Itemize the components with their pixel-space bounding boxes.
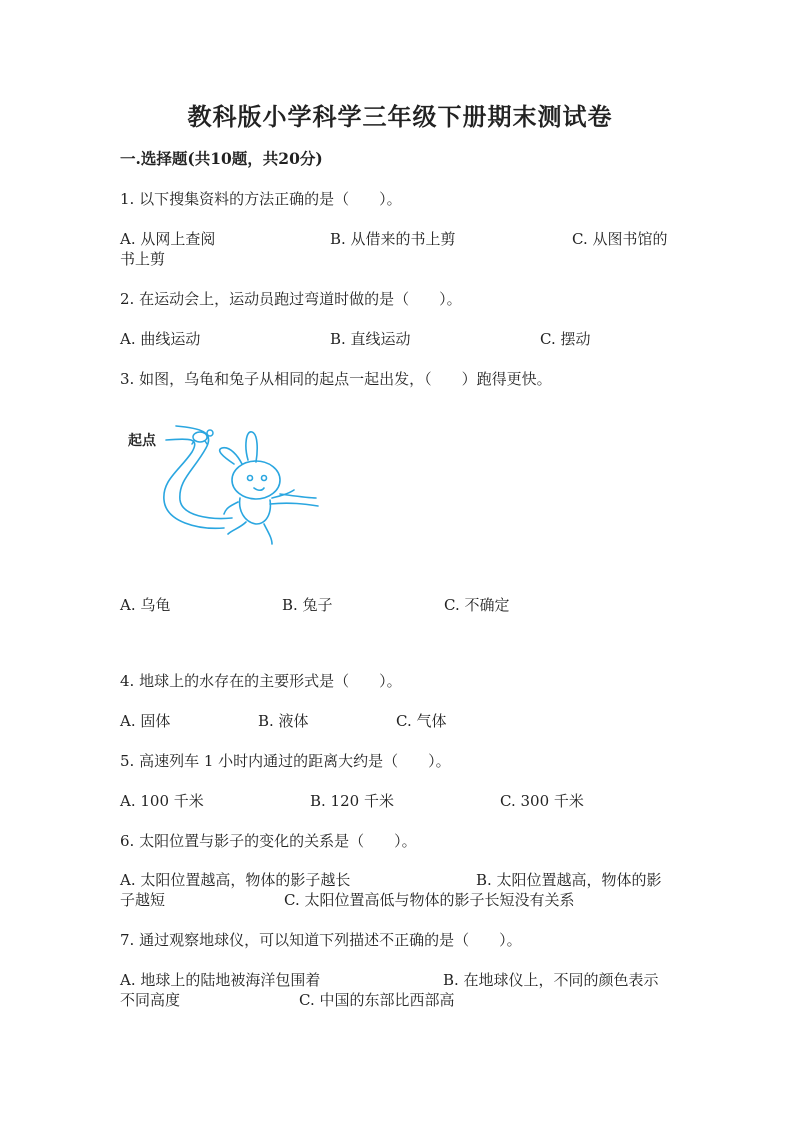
question-5-option-b: B. 120 千米: [310, 792, 394, 810]
question-6-option-a: A. 太阳位置越高，物体的影子越长: [120, 871, 351, 889]
question-2-stem: 2. 在运动会上，运动员跑过弯道时做的是（ ）。: [120, 290, 462, 308]
section-heading: 一.选择题(共10题，共20分): [120, 149, 323, 168]
question-1-stem: 1. 以下搜集资料的方法正确的是（ ）。: [120, 190, 402, 208]
question-6-option-b-continued: 子越短: [120, 891, 166, 909]
question-6-option-c: C. 太阳位置高低与物体的影子长短没有关系: [284, 891, 575, 909]
question-1-option-b: B. 从借来的书上剪: [330, 230, 456, 248]
question-3-option-b: B. 兔子: [282, 596, 333, 614]
page-title: 教科版小学科学三年级下册期末测试卷: [187, 102, 613, 131]
question-7-option-a: A. 地球上的陆地被海洋包围着: [120, 971, 321, 989]
question-4-option-a: A. 固体: [120, 712, 171, 730]
tortoise-rabbit-race-figure: [120, 418, 325, 548]
question-1-option-c: C. 从图书馆的: [572, 230, 668, 248]
question-7-stem: 7. 通过观察地球仪，可以知道下列描述不正确的是（ ）。: [120, 931, 522, 949]
question-1-option-c-continued: 书上剪: [120, 250, 166, 268]
question-6-stem: 6. 太阳位置与影子的变化的关系是（ ）。: [120, 832, 417, 850]
race-track-icon: [164, 426, 318, 528]
tortoise-icon: [192, 430, 213, 444]
question-5-option-c: C. 300 千米: [500, 792, 584, 810]
question-1-option-a: A. 从网上查阅: [120, 230, 216, 248]
question-7-option-b: B. 在地球仪上，不同的颜色表示: [443, 971, 659, 989]
question-2-option-a: A. 曲线运动: [120, 330, 201, 348]
question-4-option-b: B. 液体: [258, 712, 309, 730]
question-7-option-c: C. 中国的东部比西部高: [299, 991, 455, 1009]
question-3-option-c: C. 不确定: [444, 596, 510, 614]
question-5-option-a: A. 100 千米: [120, 792, 204, 810]
question-2-option-c: C. 摆动: [540, 330, 591, 348]
start-point-label: 起点: [128, 433, 156, 449]
question-2-option-b: B. 直线运动: [330, 330, 411, 348]
question-3-stem: 3. 如图，乌龟和兔子从相同的起点一起出发，（ ）跑得更快。: [120, 370, 552, 388]
question-4-stem: 4. 地球上的水存在的主要形式是（ ）。: [120, 672, 402, 690]
question-4-option-c: C. 气体: [396, 712, 447, 730]
question-3-option-a: A. 乌龟: [120, 596, 171, 614]
question-6-option-b: B. 太阳位置越高，物体的影: [476, 871, 662, 889]
question-7-option-b-continued: 不同高度: [120, 991, 181, 1009]
rabbit-icon: [220, 432, 294, 544]
question-5-stem: 5. 高速列车 1 小时内通过的距离大约是（ ）。: [120, 752, 451, 770]
